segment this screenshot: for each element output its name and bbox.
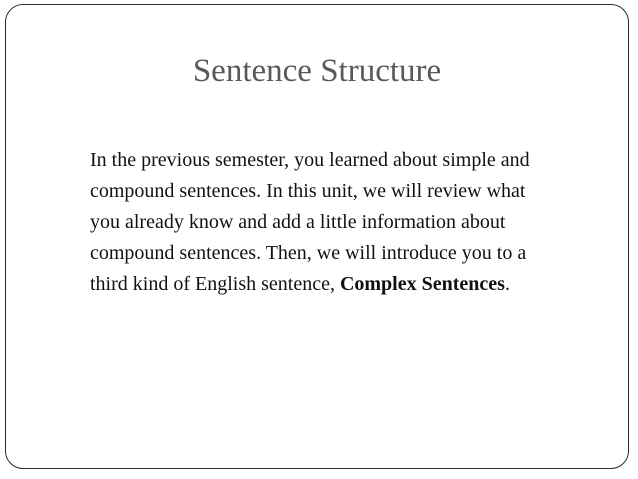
paragraph-line-2: compound sentences. In this unit, we will review what xyxy=(90,180,526,202)
slide-frame xyxy=(5,4,629,469)
complex-sentences-term: Complex Sentences xyxy=(339,273,505,295)
slide-title: Sentence Structure xyxy=(192,53,442,89)
paragraph-line-3: you already know and add a little information about xyxy=(90,211,506,233)
slide-body-paragraph xyxy=(90,145,615,300)
paragraph-line-5 xyxy=(90,269,615,300)
last-line-prefix: third kind of English sentence, xyxy=(90,273,340,295)
paragraph-line-1: In the previous semester, you learned about simple and xyxy=(90,149,530,171)
paragraph-line-4: compound sentences. Then, we will introduce you to a xyxy=(90,242,527,264)
last-line-suffix: . xyxy=(504,273,510,295)
